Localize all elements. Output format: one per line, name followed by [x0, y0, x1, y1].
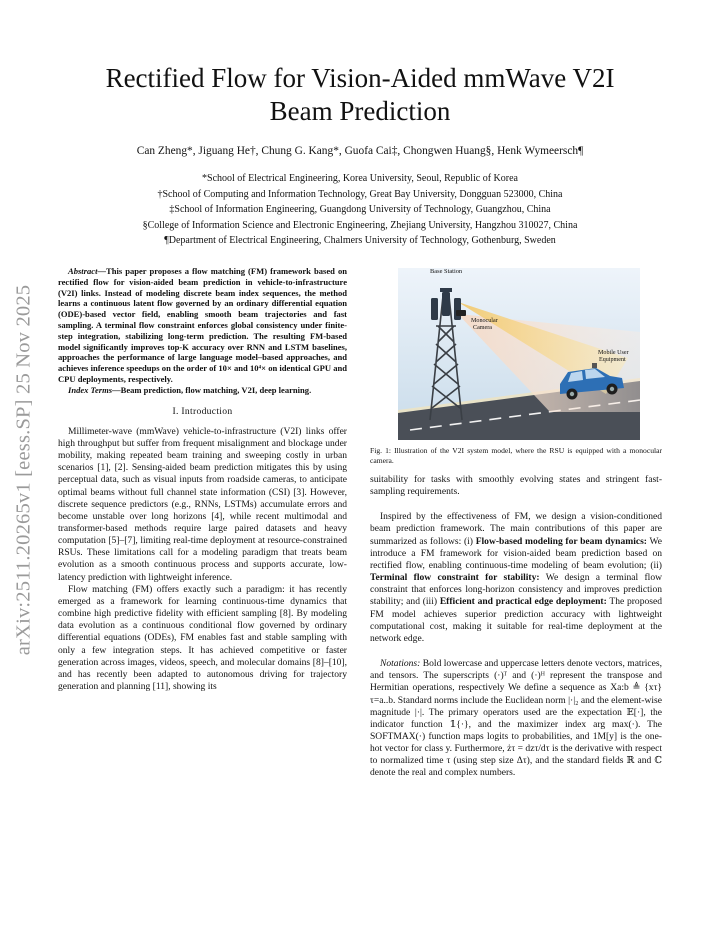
label-user-2: Equipment: [599, 357, 626, 363]
contrib-1-text: We introduce a FM framework for vision-aided beam prediction based on rectified flow, enabling continuous-time modeling of beam evolution; (ii): [370, 535, 663, 571]
arxiv-stamp: [4, 244, 44, 696]
affiliations: [60, 171, 660, 249]
index-terms-text: Beam prediction, flow matching, V2I, deep learning.: [120, 384, 312, 395]
contrib-3-text: The proposed FM model achieves superior prediction accuracy with lightweight computational cost, making it suitable for real-time deployment at the network edge.: [370, 596, 662, 644]
figure-caption: Fig. 1: Illustration of the V2I system model, where the RSU is equipped with a monocular camera.: [370, 446, 662, 465]
right-column: [370, 262, 662, 780]
title-line-2: Beam Prediction: [269, 96, 451, 126]
label-base-station: Base Station: [430, 268, 463, 275]
intro-paragraph-1: Millimeter-wave (mmWave) vehicle-to-infrastructure (V2I) links offer high throughput but suffer from frequent misalignment and blockage under mobility, making repeated beam training and sweeping costly in urban scenarios [1], [2]. Sensing-aided beam prediction mitigates this by using perceptual data, such as visual inputs from roadside cameras, to anticipate optimal beams without full channel state information (CSI) [3]. However, discrete sequence predictors (e.g., RNNs, LSTMs) accumulate errors and become unstable over long horizons [4], while recent multimodal and transformer-based methods require large paired datasets and heavy computation [5]–[7], limiting real-time deployment at resource-constrained RSUs. These limitations call for a modeling paradigm that treats beam evolution as a smooth continuous process and supports accurate, low-latency prediction with lightweight inference.: [58, 425, 347, 583]
author-list: Can Zheng*, Jiguang He†, Chung G. Kang*, Guofa Cai‡, Chongwen Huang§, Henk Wymeersch¶: [136, 145, 584, 157]
affiliation-4: §College of Information Science and Electronic Engineering, Zhejiang University, Hangzhou 310027, China: [142, 219, 578, 231]
abstract-lead: Abstract—: [68, 266, 106, 276]
index-terms-lead: Index Terms—: [68, 384, 121, 395]
v2i-illustration: [370, 262, 662, 444]
label-camera-1: Monocular: [471, 318, 498, 324]
camera-icon: [456, 310, 466, 316]
continued-paragraph: suitability for tasks with smoothly evolving states and stringent fast-sampling requirements.: [370, 474, 662, 498]
label-user-1: Mobile User: [598, 350, 629, 356]
abstract: [58, 266, 347, 385]
contrib-2-title: Terminal flow constraint for stability:: [370, 572, 540, 584]
affiliation-3: ‡School of Information Engineering, Guangdong University of Technology, Guangzhou, China: [169, 204, 551, 216]
notations-text: Bold lowercase and uppercase letters denote vectors, matrices, and tensors. The superscripts (·)ᵀ and (·)ᴴ represent the transpose and Hermitian operations, respectively We define a sequence as Xa:b ≜ {xτ}τ=a..b. Standard norms include the Euclidean norm |·|₂ and the element-wise magnitude |·|. The primary operators used are the expectation 𝔼[·], the indicator function 𝟙{·}, and the maximizer index arg max(·). The SOFTMAX(·) function maps logits to probabilities, and 1M[y] is the one-hot vector for class y. Furthermore, żτ = dzτ/dτ is the derivative with respect to normalized time τ (using step size Δτ), and the standard fields ℝ and ℂ denote the real and complex numbers.: [370, 658, 662, 779]
affiliation-5: ¶Department of Electrical Engineering, Chalmers University of Technology, Gothenburg, Sweden: [164, 235, 556, 247]
contrib-2-text: We design a terminal flow constraint that enforces long-horizon consistency and improves prediction stability; and (iii): [370, 572, 663, 608]
contrib-intro: Inspired by the effectiveness of FM, we design a vision-conditioned beam prediction framework. The main contributions of this paper are summarized as follows: (i): [370, 511, 662, 547]
affiliation-1: *School of Electrical Engineering, Korea University, Seoul, Republic of Korea: [202, 173, 518, 184]
paper-title: [70, 62, 650, 128]
section-heading-introduction: I. Introduction: [172, 405, 233, 417]
notations-lead: Notations:: [380, 658, 421, 670]
arxiv-id: arXiv:2511.20265v1 [eess.SP] 25 Nov 2025: [12, 284, 35, 656]
label-camera-2: Camera: [473, 325, 492, 331]
figure-1: [370, 262, 662, 444]
index-terms: [58, 385, 347, 396]
intro-paragraph-2: Flow matching (FM) offers exactly such a paradigm: it has recently emerged as a framework for learning continuous-time dynamics that combine high predictive fidelity with efficient sampling [8]. By modeling data evolution as a continuous conditional flow governed by ordinary differential equations (ODEs), FM enables fast and stable sampling with only a few integration steps. It has achieved competitive or faster generation across images, videos, speech, and molecular domains [8]–[10], and has recently been adapted to autonomous driving for trajectory generation and planning [11], showing its: [58, 583, 347, 692]
contrib-3-title: Efficient and practical edge deployment:: [439, 596, 607, 608]
contrib-1-title: Flow-based modeling for beam dynamics:: [475, 535, 647, 547]
abstract-text: This paper proposes a flow matching (FM) framework based on rectified flow for vision-aided beam prediction in vehicle-to-infrastructure (V2I) links. Instead of modeling discrete beam index sequences, the method learns a continuous latent flow governed by an ordinary differential equation (ODE)-based vector field, enabling smooth beam trajectories and fast sampling. A terminal flow constraint enforces global consistency under finite-step integration, stabilizing long-term prediction. The resulting FM-based model significantly improves top-K accuracy over RNN and LSTM baselines, approaches the performance of large language model–based approaches, and achieves inference speedups on the order of 10× and 10⁴× on identical GPU and CPU deployments, respectively.: [58, 266, 347, 384]
notations-paragraph: [370, 658, 662, 780]
left-column: [58, 266, 347, 693]
title-line-1: Rectified Flow for Vision-Aided mmWave V2I: [105, 63, 615, 93]
affiliation-2: †School of Computing and Information Technology, Great Bay University, Dongguan 523000, China: [157, 188, 563, 200]
contributions-paragraph: [370, 511, 662, 645]
